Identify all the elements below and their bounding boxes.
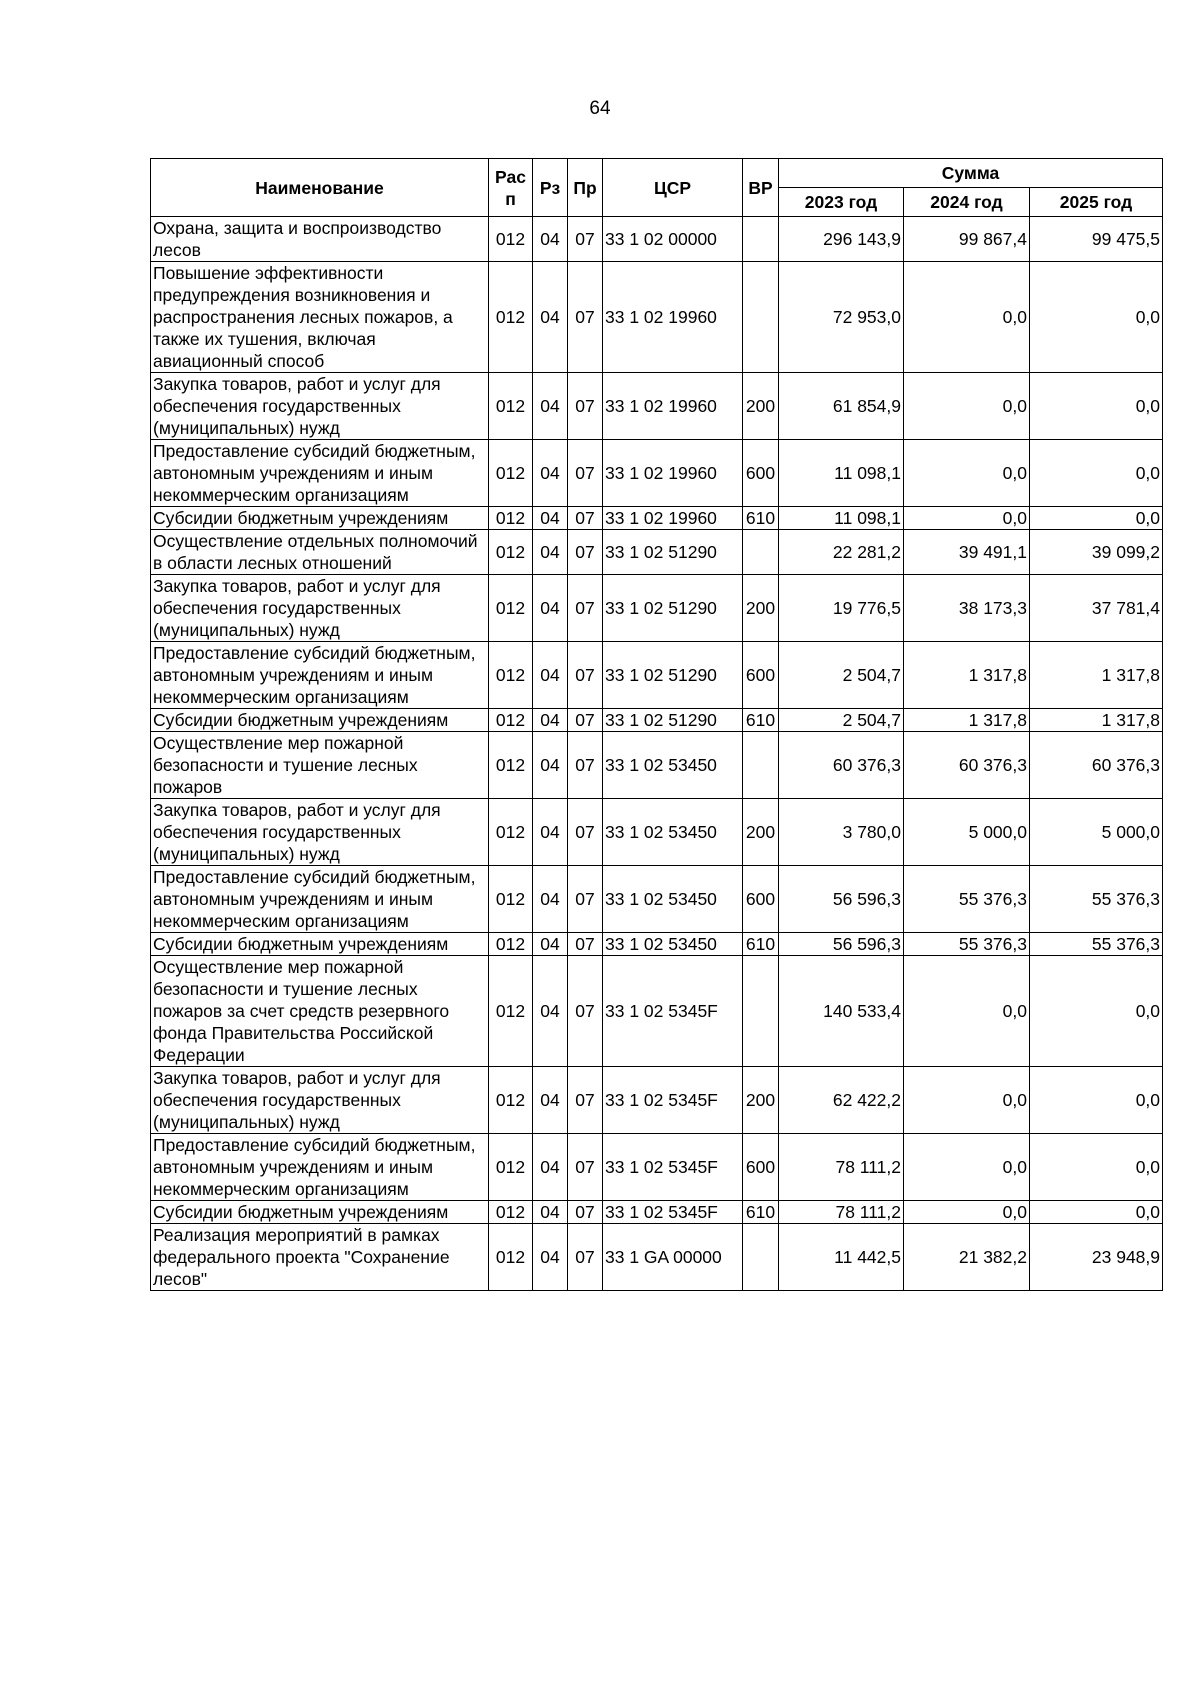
cell-csr: 33 1 02 5345F	[603, 956, 743, 1067]
table-header	[151, 159, 1163, 217]
cell-sum-2023: 22 281,2	[779, 530, 904, 575]
cell-vr: 610	[743, 933, 779, 956]
table-row	[151, 507, 1163, 530]
cell-sum-2023: 2 504,7	[779, 642, 904, 709]
cell-rz: 04	[533, 642, 568, 709]
cell-rasp: 012	[489, 709, 533, 732]
cell-pr: 07	[568, 709, 603, 732]
cell-rz: 04	[533, 1224, 568, 1291]
cell-name: Охрана, защита и воспроизводство лесов	[151, 217, 489, 262]
table-body	[151, 217, 1163, 1291]
header-year-2024: 2024 год	[904, 188, 1030, 217]
cell-rz: 04	[533, 1067, 568, 1134]
cell-sum-2025: 55 376,3	[1030, 933, 1163, 956]
cell-sum-2023: 11 442,5	[779, 1224, 904, 1291]
cell-sum-2024: 0,0	[904, 1201, 1030, 1224]
cell-sum-2023: 11 098,1	[779, 440, 904, 507]
cell-name: Закупка товаров, работ и услуг для обеспечения государственных (муниципальных) нужд	[151, 799, 489, 866]
cell-name: Предоставление субсидий бюджетным, автономным учреждениям и иным некоммерческим организациям	[151, 1134, 489, 1201]
table-row	[151, 530, 1163, 575]
cell-name: Закупка товаров, работ и услуг для обеспечения государственных (муниципальных) нужд	[151, 575, 489, 642]
cell-sum-2024: 99 867,4	[904, 217, 1030, 262]
cell-pr: 07	[568, 1224, 603, 1291]
cell-rasp: 012	[489, 440, 533, 507]
cell-vr: 610	[743, 507, 779, 530]
cell-rasp: 012	[489, 866, 533, 933]
table-row	[151, 933, 1163, 956]
cell-name: Повышение эффективности предупреждения возникновения и распространения лесных пожаров, а также их тушения, включая авиационный способ	[151, 262, 489, 373]
cell-sum-2023: 61 854,9	[779, 373, 904, 440]
cell-rz: 04	[533, 530, 568, 575]
cell-sum-2024: 38 173,3	[904, 575, 1030, 642]
header-rz: Рз	[533, 159, 568, 217]
cell-name: Субсидии бюджетным учреждениям	[151, 933, 489, 956]
table-row	[151, 1067, 1163, 1134]
cell-vr	[743, 217, 779, 262]
cell-rasp: 012	[489, 530, 533, 575]
cell-vr: 600	[743, 642, 779, 709]
table-row	[151, 440, 1163, 507]
cell-rasp: 012	[489, 956, 533, 1067]
cell-name: Осуществление мер пожарной безопасности и тушение лесных пожаров за счет средств резервного фонда Правительства Российской Федерации	[151, 956, 489, 1067]
cell-rz: 04	[533, 933, 568, 956]
cell-pr: 07	[568, 373, 603, 440]
cell-pr: 07	[568, 262, 603, 373]
cell-vr	[743, 732, 779, 799]
cell-csr: 33 1 02 19960	[603, 440, 743, 507]
cell-csr: 33 1 02 00000	[603, 217, 743, 262]
header-year-2025: 2025 год	[1030, 188, 1163, 217]
cell-sum-2024: 60 376,3	[904, 732, 1030, 799]
cell-sum-2025: 99 475,5	[1030, 217, 1163, 262]
table-row	[151, 866, 1163, 933]
cell-sum-2023: 72 953,0	[779, 262, 904, 373]
header-csr: ЦСР	[603, 159, 743, 217]
cell-sum-2023: 78 111,2	[779, 1134, 904, 1201]
cell-sum-2024: 1 317,8	[904, 709, 1030, 732]
cell-sum-2025: 0,0	[1030, 1067, 1163, 1134]
table-row	[151, 1224, 1163, 1291]
cell-rasp: 012	[489, 262, 533, 373]
cell-vr: 610	[743, 709, 779, 732]
cell-vr: 200	[743, 373, 779, 440]
cell-name: Закупка товаров, работ и услуг для обеспечения государственных (муниципальных) нужд	[151, 1067, 489, 1134]
cell-csr: 33 1 02 5345F	[603, 1134, 743, 1201]
cell-vr: 200	[743, 1067, 779, 1134]
cell-csr: 33 1 GA 00000	[603, 1224, 743, 1291]
cell-sum-2025: 1 317,8	[1030, 709, 1163, 732]
cell-sum-2023: 56 596,3	[779, 866, 904, 933]
cell-sum-2024: 21 382,2	[904, 1224, 1030, 1291]
cell-sum-2024: 0,0	[904, 373, 1030, 440]
header-sum: Сумма	[779, 159, 1163, 188]
cell-rz: 04	[533, 440, 568, 507]
header-rasp: Рас п	[489, 159, 533, 217]
cell-rasp: 012	[489, 1224, 533, 1291]
cell-sum-2024: 39 491,1	[904, 530, 1030, 575]
table-row	[151, 709, 1163, 732]
cell-vr	[743, 262, 779, 373]
cell-name: Предоставление субсидий бюджетным, автономным учреждениям и иным некоммерческим организациям	[151, 866, 489, 933]
cell-vr: 200	[743, 799, 779, 866]
cell-rasp: 012	[489, 732, 533, 799]
cell-sum-2024: 0,0	[904, 440, 1030, 507]
cell-name: Субсидии бюджетным учреждениям	[151, 709, 489, 732]
cell-vr	[743, 956, 779, 1067]
cell-rasp: 012	[489, 1067, 533, 1134]
cell-csr: 33 1 02 19960	[603, 262, 743, 373]
table-row	[151, 642, 1163, 709]
cell-sum-2025: 0,0	[1030, 956, 1163, 1067]
cell-name: Субсидии бюджетным учреждениям	[151, 507, 489, 530]
cell-vr: 200	[743, 575, 779, 642]
cell-name: Осуществление отдельных полномочий в области лесных отношений	[151, 530, 489, 575]
cell-vr: 610	[743, 1201, 779, 1224]
cell-rz: 04	[533, 866, 568, 933]
cell-pr: 07	[568, 575, 603, 642]
cell-sum-2024: 0,0	[904, 1067, 1030, 1134]
cell-pr: 07	[568, 1134, 603, 1201]
cell-sum-2025: 0,0	[1030, 1134, 1163, 1201]
table-row	[151, 799, 1163, 866]
header-vr: ВР	[743, 159, 779, 217]
cell-vr: 600	[743, 440, 779, 507]
cell-rasp: 012	[489, 1201, 533, 1224]
cell-vr	[743, 530, 779, 575]
cell-sum-2024: 5 000,0	[904, 799, 1030, 866]
cell-sum-2025: 37 781,4	[1030, 575, 1163, 642]
cell-name: Предоставление субсидий бюджетным, автономным учреждениям и иным некоммерческим организациям	[151, 642, 489, 709]
header-name: Наименование	[151, 159, 489, 217]
cell-sum-2023: 62 422,2	[779, 1067, 904, 1134]
table-row	[151, 373, 1163, 440]
cell-vr: 600	[743, 866, 779, 933]
cell-sum-2024: 0,0	[904, 956, 1030, 1067]
cell-sum-2023: 2 504,7	[779, 709, 904, 732]
cell-csr: 33 1 02 19960	[603, 507, 743, 530]
cell-rz: 04	[533, 732, 568, 799]
cell-csr: 33 1 02 5345F	[603, 1201, 743, 1224]
table-row	[151, 956, 1163, 1067]
page-number: 64	[589, 98, 611, 119]
cell-rz: 04	[533, 262, 568, 373]
cell-pr: 07	[568, 530, 603, 575]
cell-csr: 33 1 02 53450	[603, 799, 743, 866]
cell-pr: 07	[568, 956, 603, 1067]
cell-sum-2025: 0,0	[1030, 440, 1163, 507]
cell-csr: 33 1 02 19960	[603, 373, 743, 440]
cell-rasp: 012	[489, 373, 533, 440]
cell-rz: 04	[533, 507, 568, 530]
cell-sum-2024: 0,0	[904, 262, 1030, 373]
cell-rasp: 012	[489, 933, 533, 956]
cell-sum-2023: 78 111,2	[779, 1201, 904, 1224]
cell-name: Закупка товаров, работ и услуг для обеспечения государственных (муниципальных) нужд	[151, 373, 489, 440]
cell-sum-2025: 0,0	[1030, 373, 1163, 440]
table-row	[151, 262, 1163, 373]
cell-name: Предоставление субсидий бюджетным, автономным учреждениям и иным некоммерческим организациям	[151, 440, 489, 507]
cell-rz: 04	[533, 575, 568, 642]
cell-rz: 04	[533, 1134, 568, 1201]
cell-sum-2024: 55 376,3	[904, 933, 1030, 956]
cell-pr: 07	[568, 440, 603, 507]
cell-vr: 600	[743, 1134, 779, 1201]
cell-rz: 04	[533, 1201, 568, 1224]
cell-rasp: 012	[489, 1134, 533, 1201]
cell-sum-2024: 0,0	[904, 507, 1030, 530]
cell-sum-2023: 140 533,4	[779, 956, 904, 1067]
cell-rasp: 012	[489, 575, 533, 642]
budget-table	[150, 158, 1163, 1291]
table-row	[151, 732, 1163, 799]
cell-sum-2023: 56 596,3	[779, 933, 904, 956]
cell-csr: 33 1 02 51290	[603, 642, 743, 709]
table-row	[151, 1201, 1163, 1224]
cell-csr: 33 1 02 5345F	[603, 1067, 743, 1134]
cell-rz: 04	[533, 217, 568, 262]
header-pr: Пр	[568, 159, 603, 217]
cell-pr: 07	[568, 217, 603, 262]
cell-rz: 04	[533, 709, 568, 732]
cell-sum-2023: 296 143,9	[779, 217, 904, 262]
cell-sum-2023: 60 376,3	[779, 732, 904, 799]
cell-pr: 07	[568, 866, 603, 933]
cell-pr: 07	[568, 507, 603, 530]
cell-pr: 07	[568, 732, 603, 799]
cell-sum-2024: 0,0	[904, 1134, 1030, 1201]
cell-csr: 33 1 02 53450	[603, 732, 743, 799]
cell-vr	[743, 1224, 779, 1291]
table-row	[151, 575, 1163, 642]
cell-name: Реализация мероприятий в рамках федерального проекта "Сохранение лесов"	[151, 1224, 489, 1291]
cell-sum-2024: 1 317,8	[904, 642, 1030, 709]
table-row	[151, 1134, 1163, 1201]
cell-sum-2025: 5 000,0	[1030, 799, 1163, 866]
cell-sum-2025: 0,0	[1030, 262, 1163, 373]
cell-name: Осуществление мер пожарной безопасности и тушение лесных пожаров	[151, 732, 489, 799]
cell-sum-2025: 23 948,9	[1030, 1224, 1163, 1291]
cell-sum-2024: 55 376,3	[904, 866, 1030, 933]
cell-rasp: 012	[489, 642, 533, 709]
header-year-2023: 2023 год	[779, 188, 904, 217]
cell-sum-2023: 3 780,0	[779, 799, 904, 866]
cell-sum-2025: 39 099,2	[1030, 530, 1163, 575]
cell-csr: 33 1 02 53450	[603, 866, 743, 933]
cell-name: Субсидии бюджетным учреждениям	[151, 1201, 489, 1224]
cell-sum-2025: 0,0	[1030, 1201, 1163, 1224]
cell-rasp: 012	[489, 507, 533, 530]
cell-rasp: 012	[489, 799, 533, 866]
cell-pr: 07	[568, 799, 603, 866]
cell-rasp: 012	[489, 217, 533, 262]
cell-rz: 04	[533, 373, 568, 440]
cell-csr: 33 1 02 53450	[603, 933, 743, 956]
cell-pr: 07	[568, 1201, 603, 1224]
cell-rz: 04	[533, 799, 568, 866]
cell-pr: 07	[568, 933, 603, 956]
cell-pr: 07	[568, 1067, 603, 1134]
cell-sum-2023: 19 776,5	[779, 575, 904, 642]
cell-pr: 07	[568, 642, 603, 709]
cell-sum-2025: 60 376,3	[1030, 732, 1163, 799]
cell-sum-2025: 0,0	[1030, 507, 1163, 530]
cell-csr: 33 1 02 51290	[603, 575, 743, 642]
cell-csr: 33 1 02 51290	[603, 530, 743, 575]
cell-sum-2025: 55 376,3	[1030, 866, 1163, 933]
cell-sum-2025: 1 317,8	[1030, 642, 1163, 709]
cell-sum-2023: 11 098,1	[779, 507, 904, 530]
cell-rz: 04	[533, 956, 568, 1067]
cell-csr: 33 1 02 51290	[603, 709, 743, 732]
table-row	[151, 217, 1163, 262]
